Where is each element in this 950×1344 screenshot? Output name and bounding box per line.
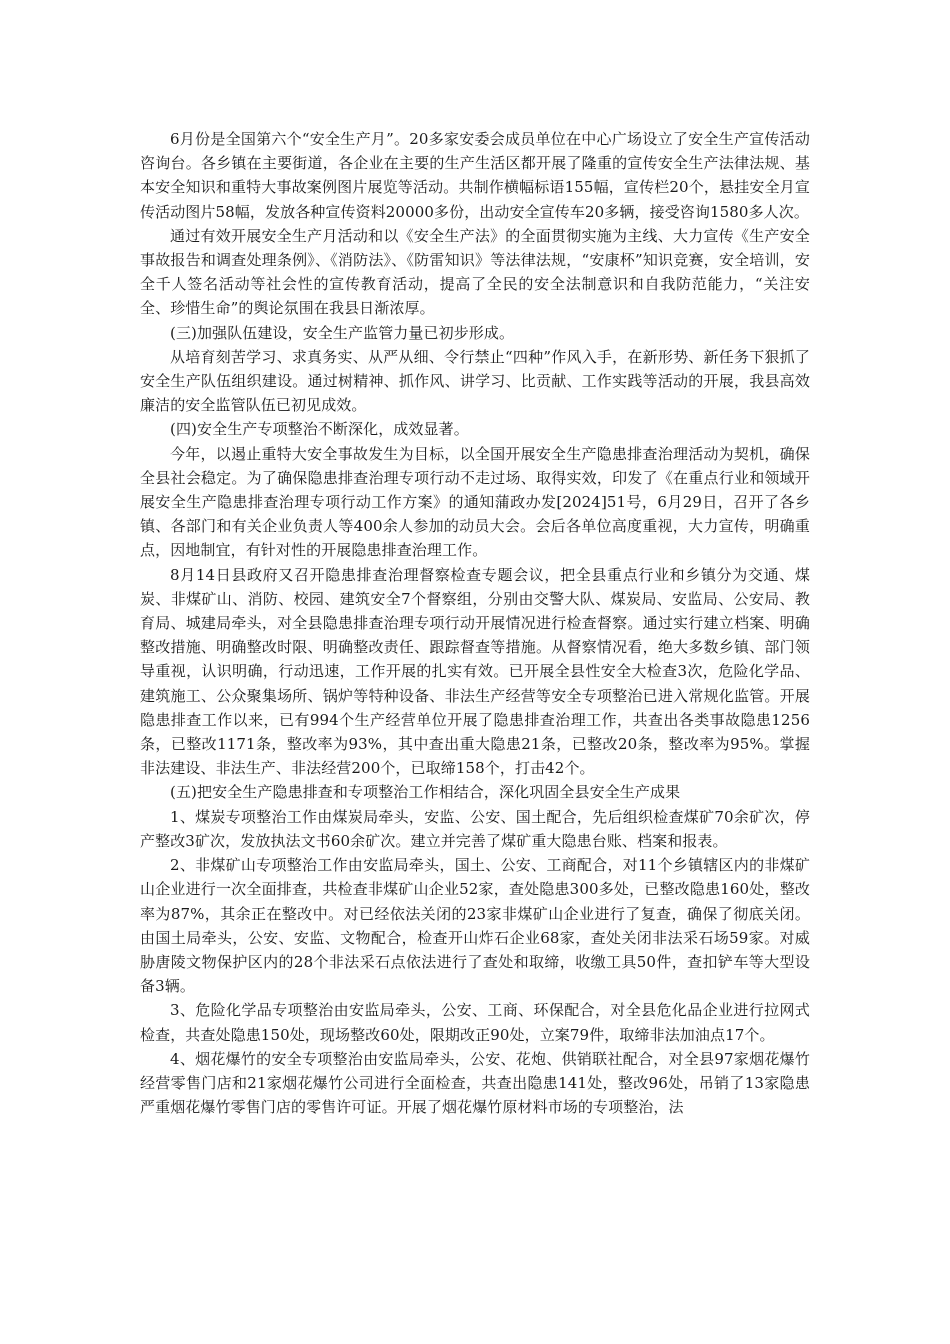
paragraph-team-building: 从培育刻苦学习、求真务实、从严从细、令行禁止“四种”作风入手，在新形势、新任务下狠抓了安全生产队伍组织建设。通过树精神、抓作风、讲学习、比贡献、工作实践等活动的开展，我县高效廉洁的安全监管队伍已初见成效。 — [140, 347, 810, 415]
section-heading-3: (三)加强队伍建设，安全生产监管力量已初步形成。 — [170, 323, 515, 342]
list-item-coal: 1、煤炭专项整治工作由煤炭局牵头，安监、公安、国土配合，先后组织检查煤矿70余矿次，停产整改3矿次，发放执法文书60余矿次。建立并完善了煤矿重大隐患台账、档案和报表。 — [140, 807, 810, 850]
paragraph-inspection-meeting: 8月14日县政府又召开隐患排查治理督察检查专题会议，把全县重点行业和乡镇分为交通、煤炭、非煤矿山、消防、校园、建筑安全7个督察组，分别由交警大队、煤炭局、安监局、公安局、教育局、城建局牵头，对全县隐患排查治理专项行动开展情况进行检查督察。通过实行建立档案、明确整改措施、明确整改时限、明确整改责任、跟踪督查等措施。从督察情况看，绝大多数乡镇、部门领导重视，认识明确，行动迅速，工作开展的扎实有效。已开展全县性安全大检查3次，危险化学品、建筑施工、公众聚集场所、锅炉等特种设备、非法生产经营等安全专项整治已进入常规化监管。开展隐患排查工作以来，已有994个生产经营单位开展了隐患排查治理工作，共查出各类事故隐患1256条，已整改1171条，整改率为93%，其中查出重大隐患21条，已整改20条，整改率为95%。掌握非法建设、非法生产、非法经营200个，已取缔158个，打击42个。 — [140, 565, 810, 778]
list-item-non-coal-mines: 2、非煤矿山专项整治工作由安监局牵头，国土、公安、工商配合，对11个乡镇辖区内的非煤矿山企业进行一次全面排查，共检查非煤矿山企业52家，查处隐患300多处，已整改隐患160处，整改率为87%，其余正在整改中。对已经依法关闭的23家非煤矿山企业进行了复查，确保了彻底关闭。由国土局牵头，公安、安监、文物配合，检查开山炸石企业68家，查处关闭非法采石场59家。对威胁唐陵文物保护区内的28个非法采石点依法进行了查处和取缔，收缴工具50件，查扣铲车等大型设备3辆。 — [140, 856, 810, 996]
paragraph-hazard-campaign: 今年，以遏止重特大安全事故发生为目标，以全国开展安全生产隐患排查治理活动为契机，确保全县社会稳定。为了确保隐患排查治理专项行动不走过场、取得实效，印发了《在重点行业和领域开展安全生产隐患排查治理专项行动工作方案》的通知蒲政办发[2024]51号，6月29日，召开了各乡镇、各部门和有关企业负责人等400余人参加的动员大会。会后各单位高度重视，大力宣传，明确重点，因地制宜，有针对性的开展隐患排查治理工作。 — [140, 444, 810, 560]
section-heading-4: (四)安全生产专项整治不断深化，成效显著。 — [170, 420, 469, 439]
paragraph-publicity-effects: 通过有效开展安全生产月活动和以《安全生产法》的全面贯彻实施为主线、大力宣传《生产安全事故报告和调查处理条例》、《消防法》、《防雷知识》等法律法规，“安康杯”知识竞赛，安全培训，安全千人签名活动等社会性的宣传教育活动，提高了全民的安全法制意识和自我防范能力，“关注安全、珍惜生命”的舆论氛围在我县日渐浓厚。 — [140, 226, 810, 318]
document-body — [140, 127, 810, 1119]
paragraph-safety-month: 6月份是全国第六个“安全生产月”。20多家安委会成员单位在中心广场设立了安全生产宣传活动咨询台。各乡镇在主要街道，各企业在主要的生产生活区都开展了隆重的宣传安全生产法律法规、基本安全知识和重特大事故案例图片展览等活动。共制作横幅标语155幅，宣传栏20个，悬挂安全月宣传活动图片58幅，发放各种宣传资料20000多份，出动安全宣传车20多辆，接受咨询1580多人次。 — [140, 130, 810, 221]
list-item-fireworks: 4、烟花爆竹的安全专项整治由安监局牵头，公安、花炮、供销联社配合，对全县97家烟花爆竹经营零售门店和21家烟花爆竹公司进行全面检查，共查出隐患141处，整改96处，吊销了13家隐患严重烟花爆竹零售门店的零售许可证。开展了烟花爆竹原材料市场的专项整治，法 — [140, 1049, 810, 1117]
section-heading-5: (五)把安全生产隐患排查和专项整治工作相结合，深化巩固全县安全生产成果 — [170, 783, 681, 802]
list-item-hazardous-chemicals: 3、危险化学品专项整治由安监局牵头，公安、工商、环保配合，对全县危化品企业进行拉网式检查，共查处隐患150处，现场整改60处，限期改正90处，立案79件，取缔非法加油点17个。 — [140, 1001, 810, 1044]
